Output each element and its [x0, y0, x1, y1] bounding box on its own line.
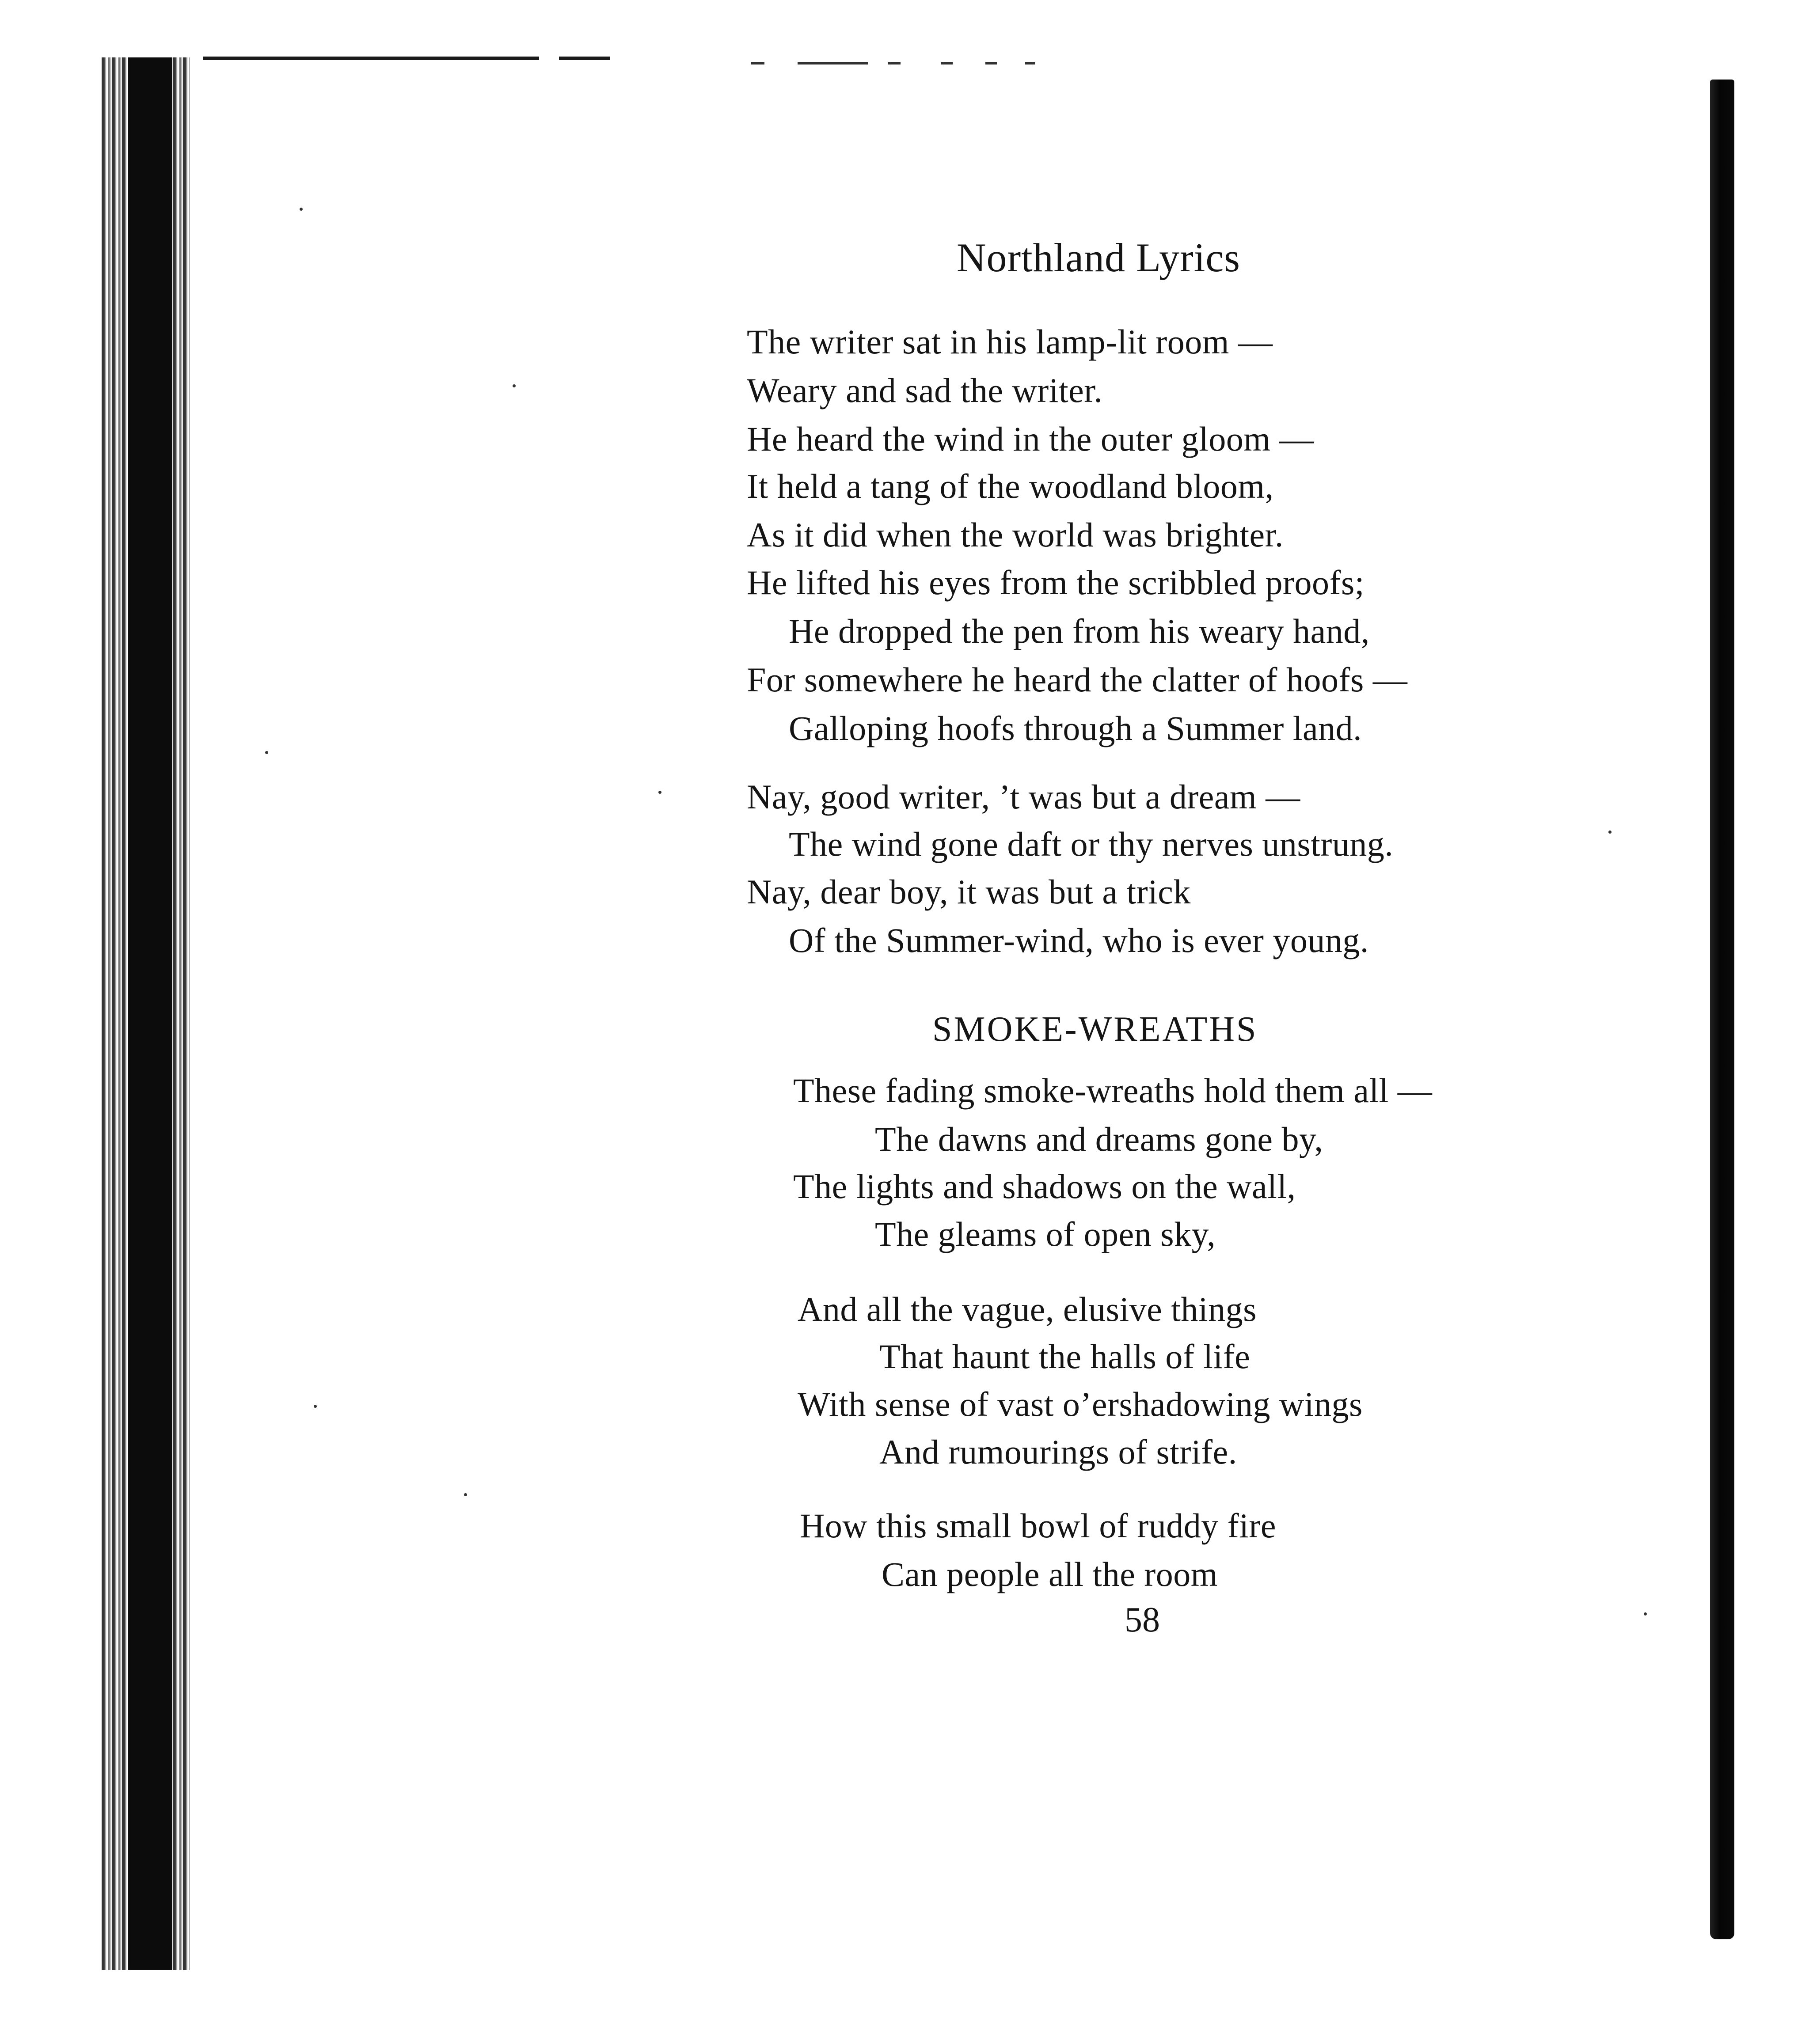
poem-line: And all the vague, elusive things [798, 1290, 1257, 1328]
poem-line: The gleams of open sky, [875, 1215, 1216, 1253]
poem-line: Of the Summer-wind, who is ever young. [789, 921, 1369, 959]
poem-line: It held a tang of the woodland bloom, [747, 467, 1274, 505]
poem-line: With sense of vast o’ershadowing wings [798, 1385, 1363, 1423]
poem-line: He lifted his eyes from the scribbled proofs; [747, 563, 1365, 602]
poem-title: SMOKE-WREATHS [932, 1010, 1258, 1049]
poem-line: Weary and sad the writer. [747, 371, 1103, 410]
poem-line: As it did when the world was brighter. [747, 516, 1284, 554]
poem-line: How this small bowl of ruddy fire [800, 1506, 1277, 1545]
poem-line: He heard the wind in the outer gloom — [747, 420, 1315, 458]
poem-line: He dropped the pen from his weary hand, [789, 612, 1370, 650]
running-head: Northland Lyrics [957, 235, 1240, 280]
poem-line: Nay, good writer, ’t was but a dream — [747, 777, 1300, 816]
poem-line: And rumourings of strife. [879, 1433, 1237, 1471]
poem-line: For somewhere he heard the clatter of hoofs — [747, 660, 1408, 699]
poem-line: The wind gone daft or thy nerves unstrung. [789, 825, 1394, 863]
poem-line: Galloping hoofs through a Summer land. [789, 709, 1362, 747]
poem-line: These fading smoke-wreaths hold them all — [793, 1071, 1433, 1110]
poem-line: The dawns and dreams gone by, [875, 1120, 1323, 1158]
page-number: 58 [1125, 1600, 1160, 1639]
poem-line: Nay, dear boy, it was but a trick [747, 872, 1191, 911]
poem-line: The lights and shadows on the wall, [793, 1167, 1296, 1206]
poem-line: That haunt the halls of life [879, 1337, 1250, 1376]
poem-line: Can people all the room [882, 1555, 1218, 1593]
poem-line: The writer sat in his lamp-lit room — [747, 322, 1273, 361]
